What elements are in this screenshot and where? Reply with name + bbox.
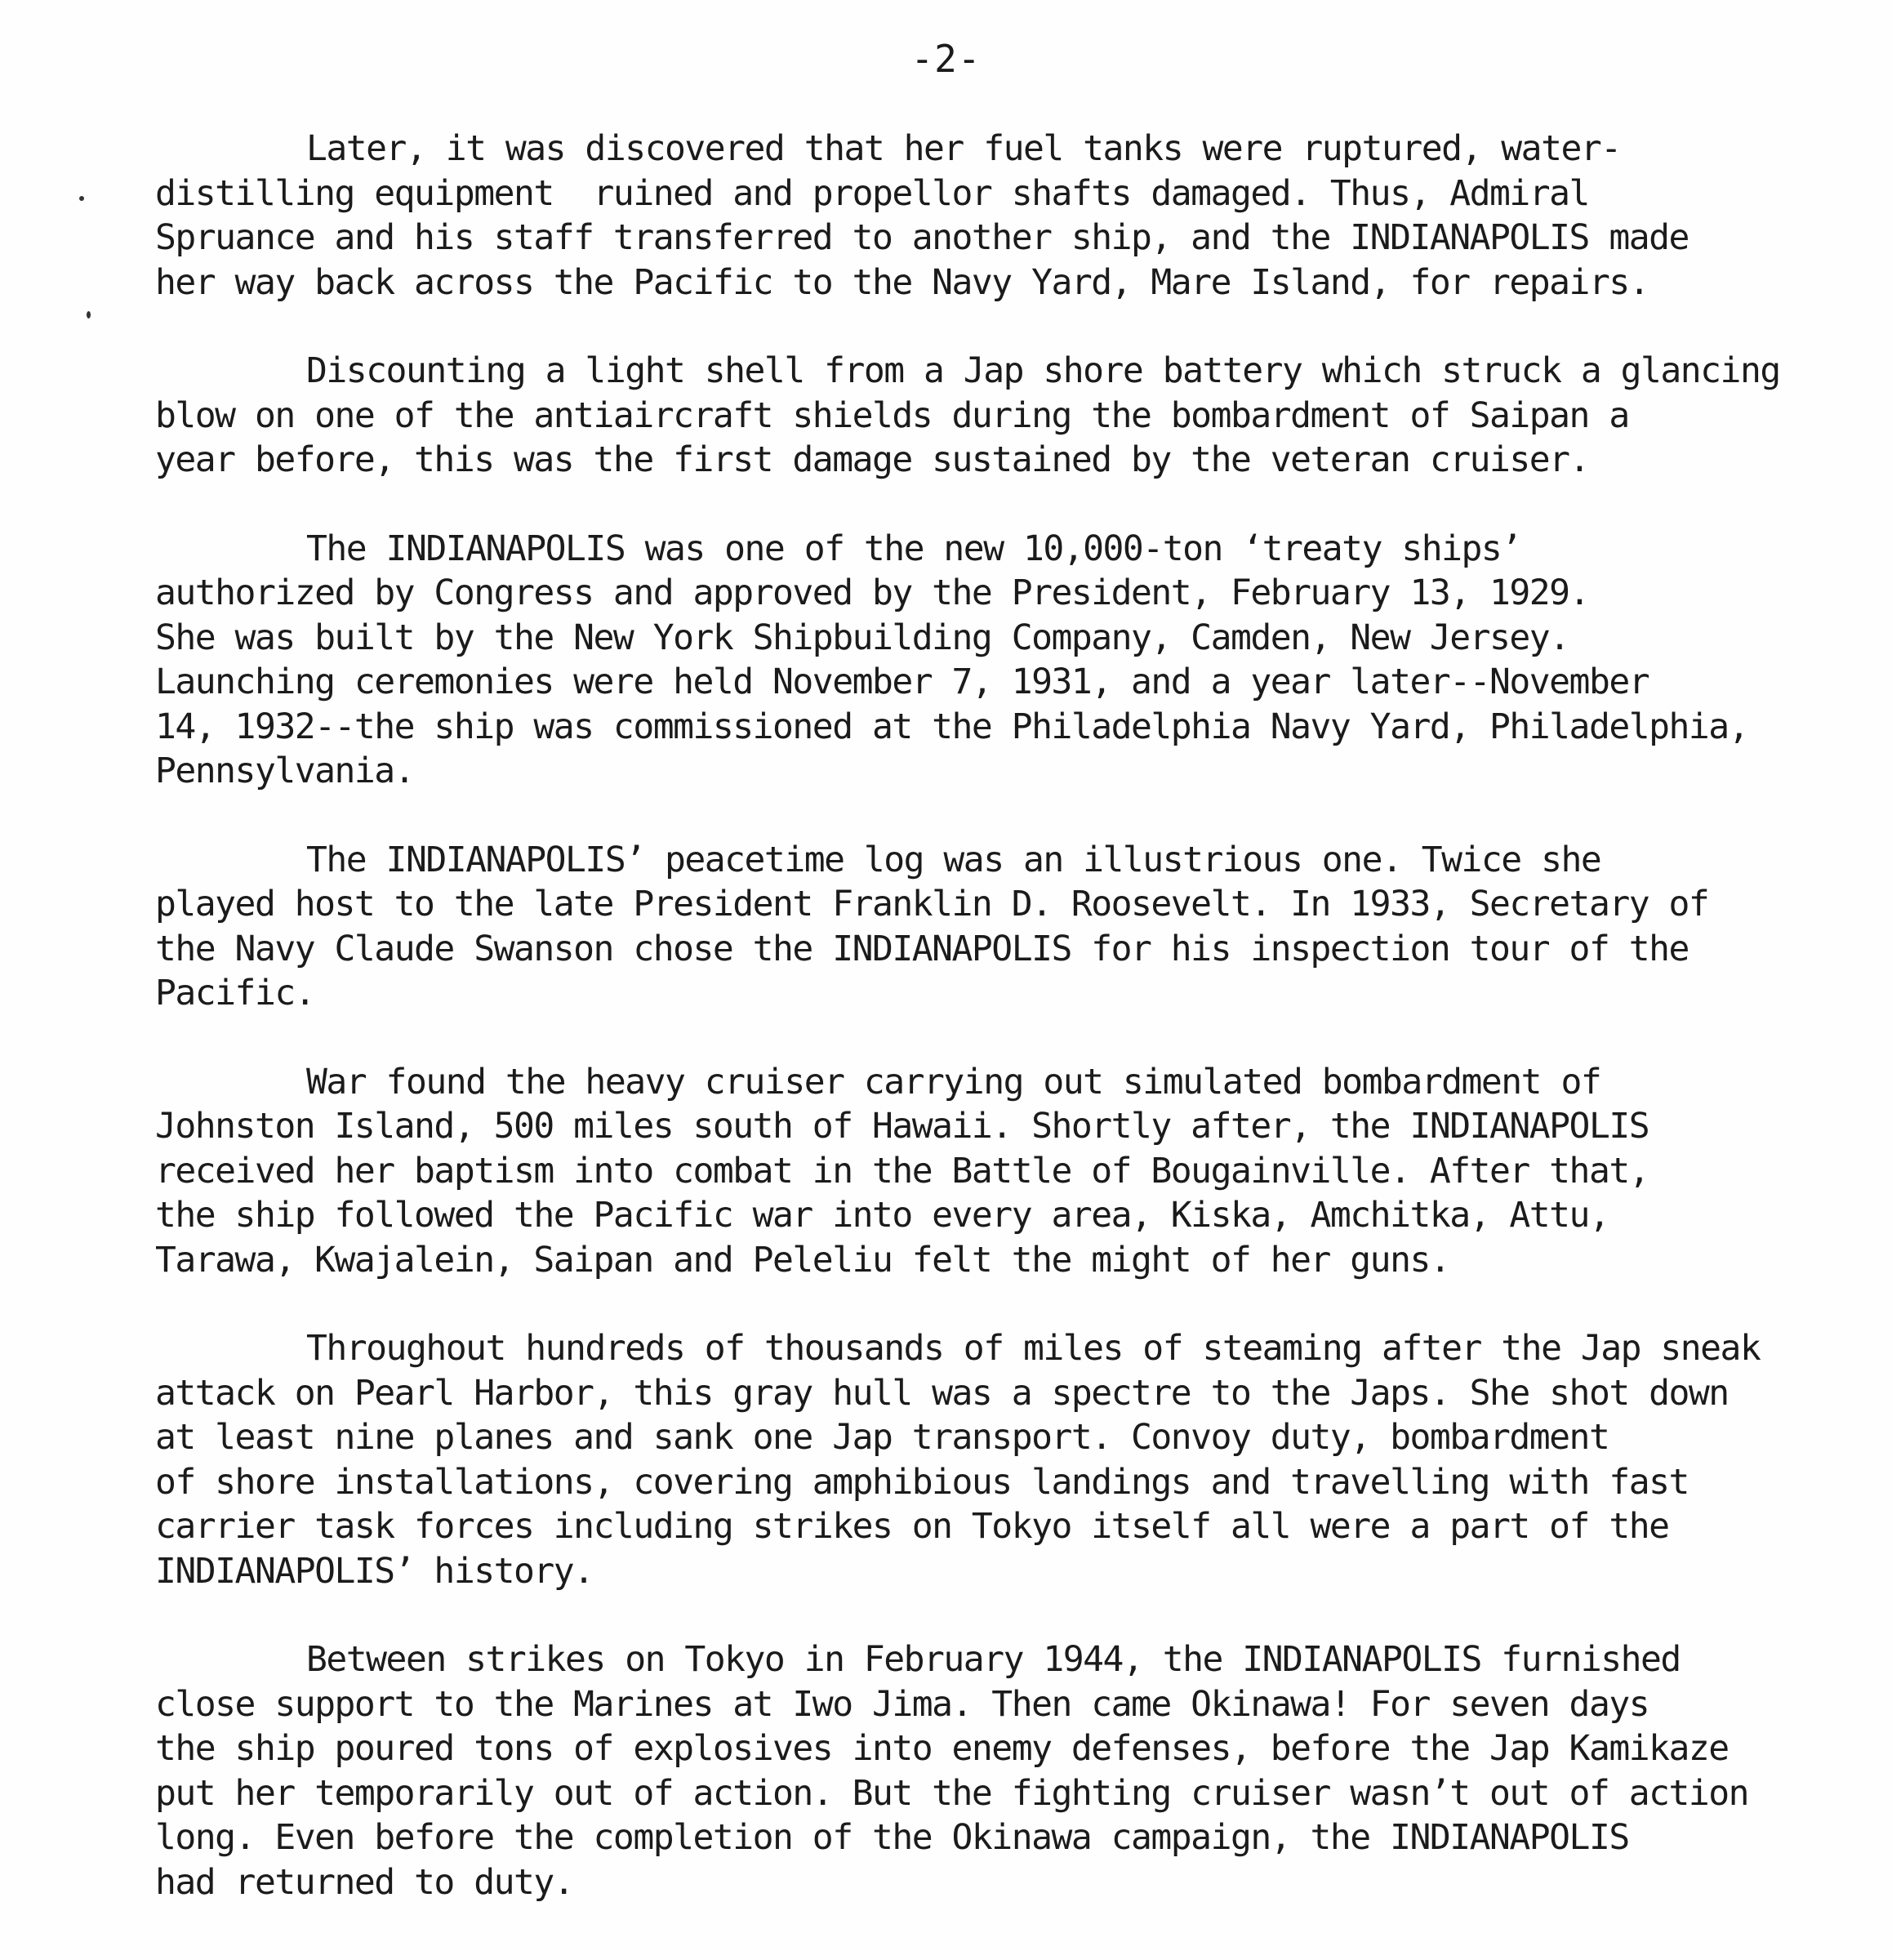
paragraph-line: Pacific. bbox=[155, 973, 315, 1013]
paragraph-line: Spruance and his staff transferred to another ship, and the INDIANAPOLIS made bbox=[155, 217, 1689, 258]
paragraph-line: close support to the Marines at Iwo Jima. Then came Okinawa! For seven days bbox=[155, 1683, 1649, 1725]
paragraph-line: at least nine planes and sank one Jap transport. Convoy duty, bombardment bbox=[155, 1417, 1609, 1458]
paragraph-line: her way back across the Pacific to the Navy Yard, Mare Island, for repairs. bbox=[155, 261, 1649, 303]
paragraph-first-line: War found the heavy cruiser carrying out simulated bombardment of bbox=[306, 1061, 1601, 1102]
body-text bbox=[155, 127, 1837, 1949]
paragraph-line: attack on Pearl Harbor, this gray hull was a spectre to the Japs. She shot down bbox=[155, 1372, 1729, 1414]
paragraph-line: long. Even before the completion of the Okinawa campaign, the INDIANAPOLIS bbox=[155, 1817, 1629, 1858]
paragraph-first-line: Later, it was discovered that her fuel tanks were ruptured, water- bbox=[306, 128, 1621, 169]
paragraph-line: She was built by the New York Shipbuilding Company, Camden, New Jersey. bbox=[155, 617, 1569, 658]
paragraph-line: year before, this was the first damage sustained by the veteran cruiser. bbox=[155, 439, 1589, 480]
paragraph-line: INDIANAPOLIS’ history. bbox=[155, 1550, 594, 1592]
paragraph-line: Pennsylvania. bbox=[155, 751, 415, 791]
paragraph bbox=[155, 1637, 1837, 1904]
paragraph-line: distilling equipment ruined and propellor shafts damaged. Thus, Admiral bbox=[155, 172, 1589, 214]
paragraph-line: Johnston Island, 500 miles south of Hawaii. Shortly after, the INDIANAPOLIS bbox=[155, 1106, 1649, 1147]
paragraph-line: 14, 1932--the ship was commissioned at the Philadelphia Navy Yard, Philadelphia, bbox=[155, 706, 1749, 747]
paragraph-line: had returned to duty. bbox=[155, 1861, 574, 1903]
paragraph-line: the Navy Claude Swanson chose the INDIANAPOLIS for his inspection tour of the bbox=[155, 928, 1689, 969]
paragraph-line: Launching ceremonies were held November 7, 1931, and a year later--November bbox=[155, 662, 1649, 702]
paragraph-line: blow on one of the antiaircraft shields during the bombardment of Saipan a bbox=[155, 394, 1629, 436]
paragraph-line: the ship poured tons of explosives into enemy defenses, before the Jap Kamikaze bbox=[155, 1728, 1729, 1769]
page-number: -2- bbox=[910, 37, 982, 81]
paragraph bbox=[155, 1060, 1837, 1283]
paragraph-first-line: Between strikes on Tokyo in February 1944, the INDIANAPOLIS furnished bbox=[306, 1639, 1681, 1680]
paragraph bbox=[155, 1326, 1837, 1593]
paragraph-line: of shore installations, covering amphibious landings and travelling with fast bbox=[155, 1461, 1689, 1503]
paragraph-line: Tarawa, Kwajalein, Saipan and Peleliu felt the might of her guns. bbox=[155, 1239, 1450, 1281]
paragraph-first-line: Throughout hundreds of thousands of miles of steaming after the Jap sneak bbox=[306, 1328, 1761, 1369]
paragraph-line: received her baptism into combat in the Battle of Bougainville. After that, bbox=[155, 1150, 1649, 1192]
paragraph-first-line: Discounting a light shell from a Jap shore battery which struck a glancing bbox=[306, 350, 1780, 391]
paragraph bbox=[155, 838, 1837, 1016]
paragraph-line: put her temporarily out of action. But the fighting cruiser wasn’t out of action bbox=[155, 1772, 1749, 1814]
paragraph-first-line: The INDIANAPOLIS was one of the new 10,000-ton ‘treaty ships’ bbox=[306, 528, 1521, 569]
paragraph bbox=[155, 349, 1837, 483]
paragraph bbox=[155, 127, 1837, 305]
paragraph-first-line: The INDIANAPOLIS’ peacetime log was an illustrious one. Twice she bbox=[306, 839, 1601, 880]
paragraph-line: authorized by Congress and approved by the President, February 13, 1929. bbox=[155, 572, 1589, 613]
paragraph-line: played host to the late President Franklin D. Roosevelt. In 1933, Secretary of bbox=[155, 884, 1709, 924]
paragraph-line: carrier task forces including strikes on Tokyo itself all were a part of the bbox=[155, 1506, 1669, 1547]
margin-mark bbox=[87, 311, 91, 318]
margin-mark bbox=[79, 196, 84, 201]
paragraph bbox=[155, 527, 1837, 794]
paragraph-line: the ship followed the Pacific war into every area, Kiska, Amchitka, Attu, bbox=[155, 1195, 1609, 1236]
